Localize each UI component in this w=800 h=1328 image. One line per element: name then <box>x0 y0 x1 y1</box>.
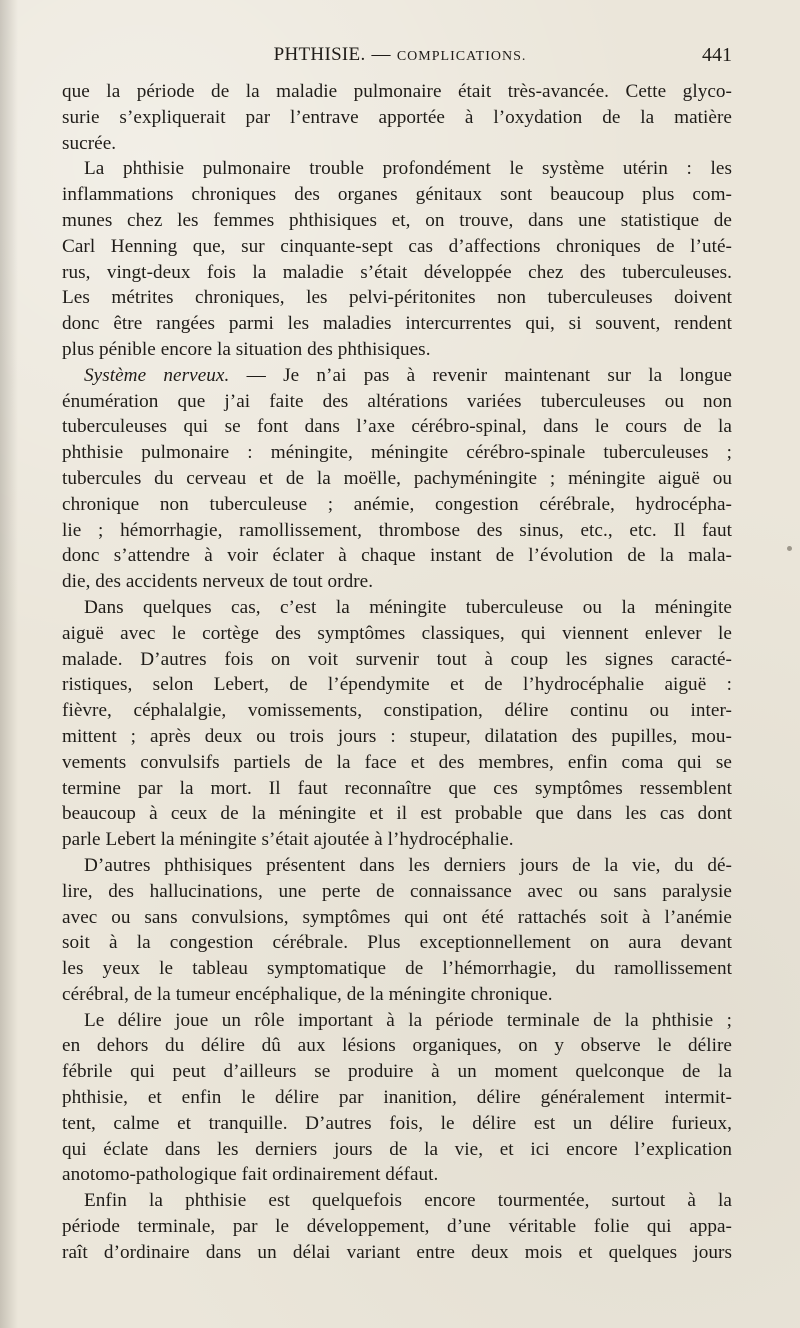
text-line: lire, des hallucinations, une perte de connaissance avec ou sans paralysie <box>62 880 732 902</box>
text-line: termine par la mort. Il faut reconnaître que ces symptômes ressemblent <box>62 777 732 799</box>
text-line: Carl Henning que, sur cinquante-sept cas d’affections chroniques de l’uté- <box>62 235 732 257</box>
paper-speck <box>787 546 792 551</box>
text-line: malade. D’autres fois on voit survenir tout à coup les signes caracté- <box>62 648 732 670</box>
paragraph-first-line: Enfin la phthisie est quelquefois encore tourmentée, surtout à la <box>84 1190 732 1212</box>
paragraph-first-line: Dans quelques cas, c’est la méningite tuberculeuse ou la méningite <box>84 596 732 618</box>
text-line: soit à la congestion cérébrale. Plus exceptionnellement on aura devant <box>62 932 732 954</box>
section-lead-text: — Je n’ai pas à revenir maintenant sur la longue <box>246 364 733 386</box>
text-line: sucrée. <box>62 132 117 154</box>
text-line: tubercules du cerveau et de la moëlle, pachyméningite ; méningite aiguë ou <box>62 467 732 489</box>
text-line: période terminale, par le développement, d’une véritable folie qui appa- <box>62 1216 732 1238</box>
text-line: surie s’expliquerait par l’entrave apportée à l’oxydation de la matière <box>62 106 732 128</box>
text-line: phthisie, et enfin le délire par inanition, délire généralement intermit- <box>62 1087 732 1109</box>
text-line: tuberculeuses qui se font dans l’axe cérébro-spinal, dans le cours de la <box>62 416 732 438</box>
running-title-separator: — <box>371 44 391 65</box>
text-line: lie ; hémorrhagie, ramollissement, thrombose des sinus, etc., etc. Il faut <box>62 519 732 541</box>
text-line: chronique non tuberculeuse ; anémie, congestion cérébrale, hydrocépha- <box>62 493 732 515</box>
text-line: fébrile qui peut d’ailleurs se produire à un moment quelconque de la <box>62 1061 732 1083</box>
paragraph-first-line: Le délire joue un rôle important à la période terminale de la phthisie ; <box>84 1009 732 1031</box>
paragraph-first-line: La phthisie pulmonaire trouble profondément le système utérin : les <box>84 158 732 180</box>
text-line: rus, vingt-deux fois la maladie s’était développée chez des tuberculeuses. <box>62 261 732 283</box>
page-header <box>64 44 736 78</box>
text-line: que la période de la maladie pulmonaire était très-avancée. Cette glyco- <box>62 81 732 102</box>
running-title-subtitle: COMPLICATIONS. <box>396 49 527 64</box>
body-text <box>62 79 732 1266</box>
text-line: en dehors du délire dû aux lésions organiques, on y observe le délire <box>62 1035 732 1057</box>
text-line: qui éclate dans les derniers jours de la vie, et ici encore l’explication <box>62 1138 732 1160</box>
page-number: 441 <box>702 44 732 66</box>
text-line: cérébral, de la tumeur encéphalique, de la méningite chronique. <box>62 983 553 1005</box>
text-line: inflammations chroniques des organes génitaux sont beaucoup plus com- <box>62 184 732 206</box>
text-line: ristiques, selon Lebert, de l’épendymite et de l’hydrocéphalie aiguë : <box>62 674 732 696</box>
paragraph-first-line: D’autres phthisiques présentent dans les derniers jours de la vie, du dé- <box>84 854 732 876</box>
text-line: donc s’attendre à voir éclater à chaque instant de l’évolution de la mala- <box>62 545 732 567</box>
text-line: parle Lebert la méningite s’était ajoutée à l’hydrocéphalie. <box>62 829 514 851</box>
text-line: anotomo-pathologique fait ordinairement défaut. <box>62 1164 439 1186</box>
running-title-main: PHTHISIE. <box>273 44 366 65</box>
text-line: énumération que j’ai faite des altérations variées tuberculeuses ou non <box>62 390 732 412</box>
text-line: aiguë avec le cortège des symptômes classiques, qui viennent enlever le <box>62 622 732 644</box>
text-line: mittent ; après deux ou trois jours : stupeur, dilatation des pupilles, mou- <box>62 725 732 747</box>
text-line: fièvre, céphalalgie, vomissements, constipation, délire continu ou inter- <box>62 700 732 722</box>
text-line: die, des accidents nerveux de tout ordre. <box>62 571 374 593</box>
section-heading: Système nerveux. <box>84 364 230 386</box>
text-line: phthisie pulmonaire : méningite, méningite cérébro-spinale tuberculeuses ; <box>62 442 732 464</box>
text-line: tent, calme et tranquille. D’autres fois, le délire est un délire furieux, <box>62 1112 732 1134</box>
paragraph-first-line <box>62 363 732 389</box>
text-line: beaucoup à ceux de la méningite et il est probable que dans les cas dont <box>62 803 732 825</box>
text-line: Les métrites chroniques, les pelvi-péritonites non tuberculeuses doivent <box>62 287 732 309</box>
text-line: raît d’ordinaire dans un délai variant entre deux mois et quelques jours <box>62 1241 732 1263</box>
text-line: les yeux le tableau symptomatique de l’hémorrhagie, du ramollissement <box>62 958 732 980</box>
text-line: munes chez les femmes phthisiques et, on trouve, dans une statistique de <box>62 209 732 231</box>
text-line: avec ou sans convulsions, symptômes qui ont été rattachés soit à l’anémie <box>62 906 732 928</box>
text-line: plus pénible encore la situation des phthisiques. <box>62 338 431 360</box>
text-line: vements convulsifs partiels de la face et des membres, enfin coma qui se <box>62 751 732 773</box>
running-title <box>64 44 736 66</box>
text-line: donc être rangées parmi les maladies intercurrentes qui, si souvent, rendent <box>62 313 732 335</box>
